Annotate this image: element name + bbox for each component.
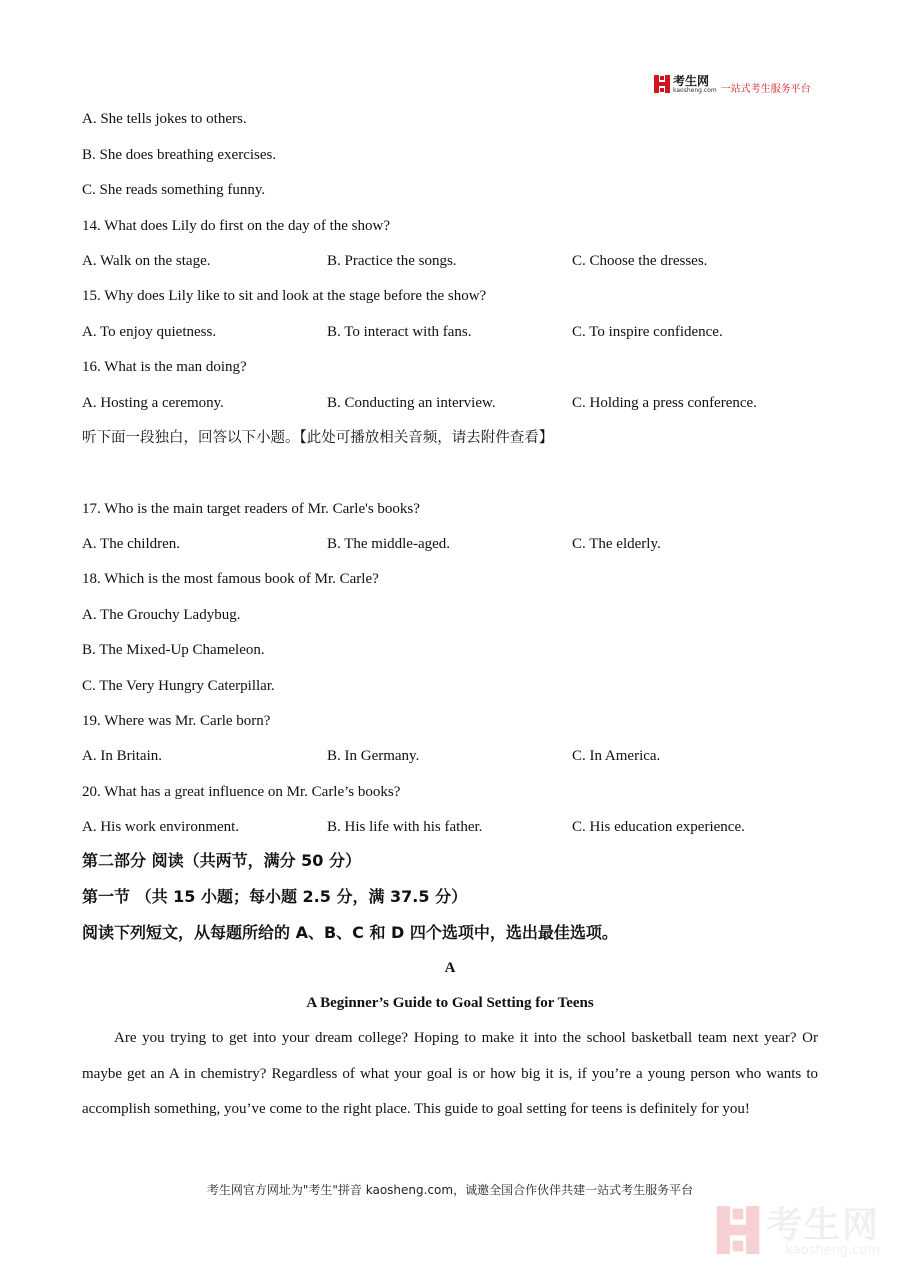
q14-option-b: B. Practice the songs. — [327, 253, 457, 269]
reading-instruction: 阅读下列短文，从每题所给的 A、B、C 和 D 四个选项中，选出最佳选项。 — [82, 923, 618, 942]
q18-question: 18. Which is the most famous book of Mr. Carle? — [82, 571, 379, 587]
q15-option-b: B. To interact with fans. — [327, 324, 472, 340]
q16-option-c: C. Holding a press conference. — [572, 395, 757, 411]
header-slogan: 一站式考生服务平台 — [720, 83, 811, 95]
header-site-name: 考生网 — [673, 73, 710, 88]
q16-option-b: B. Conducting an interview. — [327, 395, 496, 411]
part2-heading: 第二部分 阅读（共两节，满分 50 分） — [82, 851, 361, 870]
monologue-instruction: 听下面一段独白，回答以下小题。【此处可播放相关音频，请去附件查看】 — [82, 430, 554, 446]
q15-option-a: A. To enjoy quietness. — [82, 324, 217, 340]
watermark-name: 考生网 — [766, 1204, 881, 1246]
kaosheng-logo-icon — [654, 75, 670, 93]
q20-option-a: A. His work environment. — [82, 819, 240, 835]
passage-paragraph: Are you trying to get into your dream college? Hoping to make it into the school basketball team next year? Or maybe get an A in chemistry? Regardless of what your goal is or how big it is, if you’re a young person who wants to accomplish something, you’ve come to the right place. This guide to goal setting for teens is definitely for you! — [82, 1030, 818, 1118]
q15-option-c: C. To inspire confidence. — [572, 324, 723, 340]
q13-option-a: A. She tells jokes to others. — [82, 111, 247, 127]
q17-option-c: C. The elderly. — [572, 536, 661, 552]
q18-option-a: A. The Grouchy Ladybug. — [82, 607, 241, 623]
passage-letter: A — [444, 960, 456, 976]
q20-question: 20. What has a great influence on Mr. Carle’s books? — [82, 784, 401, 800]
passage-title: A Beginner’s Guide to Goal Setting for Teens — [306, 995, 594, 1011]
q16-option-a: A. Hosting a ceremony. — [82, 395, 224, 411]
header-site-url: kaosheng.com — [673, 86, 717, 94]
q17-option-a: A. The children. — [82, 536, 181, 552]
watermark-url: kaosheng.com — [785, 1242, 881, 1258]
section1-heading: 第一节 （共 15 小题；每小题 2.5 分，满 37.5 分） — [82, 887, 468, 906]
q19-option-b: B. In Germany. — [327, 748, 420, 764]
q15-question: 15. Why does Lily like to sit and look at the stage before the show? — [82, 288, 487, 304]
q18-option-c: C. The Very Hungry Caterpillar. — [82, 678, 275, 694]
q17-option-b: B. The middle-aged. — [327, 536, 451, 552]
q18-option-b: B. The Mixed-Up Chameleon. — [82, 642, 265, 658]
watermark-logo-icon — [716, 1206, 760, 1259]
q17-question: 17. Who is the main target readers of Mr. Carle's books? — [82, 501, 420, 517]
q16-question: 16. What is the man doing? — [82, 359, 247, 375]
q13-option-c: C. She reads something funny. — [82, 182, 266, 198]
header-logo — [654, 73, 811, 95]
q20-option-c: C. His education experience. — [572, 819, 745, 835]
q19-option-c: C. In America. — [572, 748, 661, 764]
q14-option-c: C. Choose the dresses. — [572, 253, 708, 269]
page-footer: 考生网官方网址为"考生"拼音 kaosheng.com，诚邀全国合作伙伴共建一站式考生服务平台 — [206, 1183, 694, 1197]
watermark — [716, 1206, 880, 1259]
q19-question: 19. Where was Mr. Carle born? — [82, 713, 271, 729]
q13-option-b: B. She does breathing exercises. — [82, 147, 277, 163]
q14-option-a: A. Walk on the stage. — [82, 253, 211, 269]
q20-option-b: B. His life with his father. — [327, 819, 483, 835]
q19-option-a: A. In Britain. — [82, 748, 162, 764]
q14-question: 14. What does Lily do first on the day of the show? — [82, 218, 390, 234]
